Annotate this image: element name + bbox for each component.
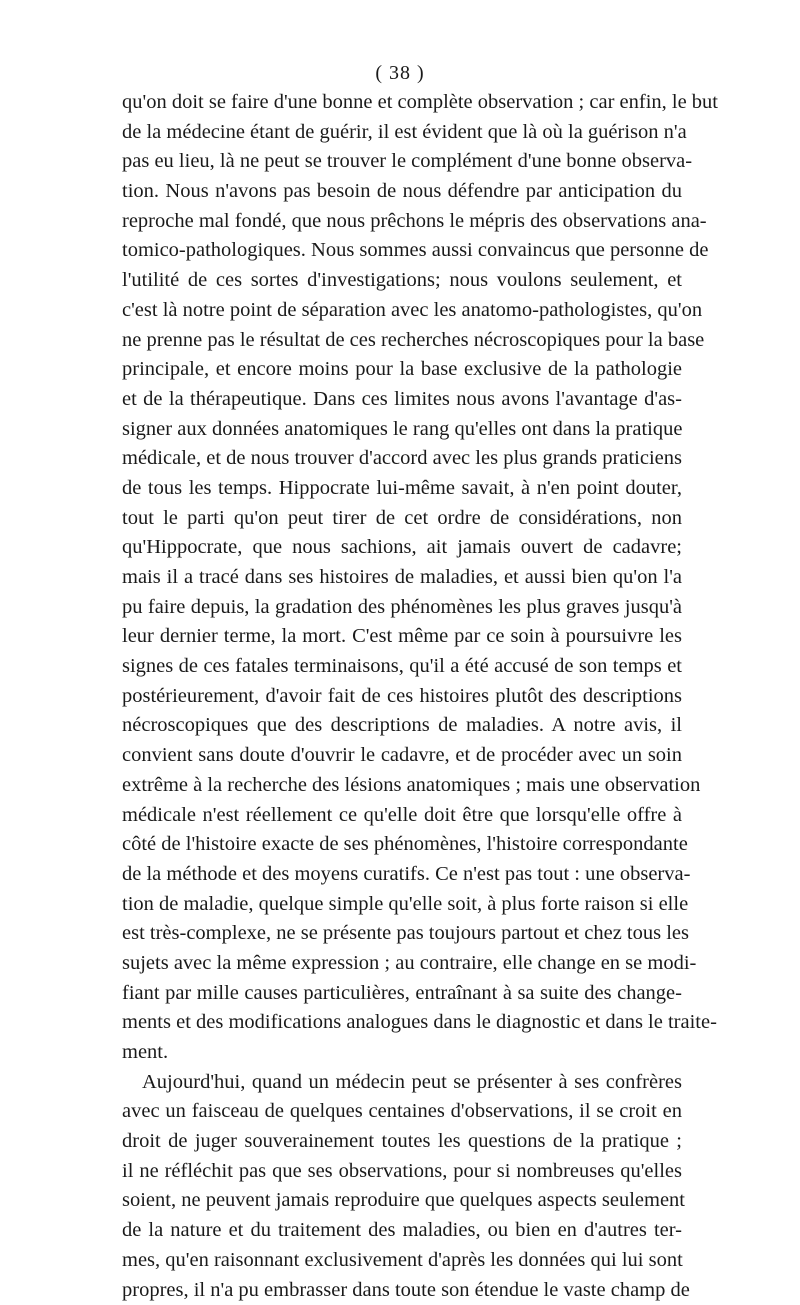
text-line: c'est là notre point de séparation avec les anatomo-pathologistes, qu'on: [122, 296, 682, 326]
text-line: tion de maladie, quelque simple qu'elle soit, à plus forte raison si elle: [122, 890, 682, 920]
text-line: de la nature et du traitement des maladies, ou bien en d'autres ter-: [122, 1216, 682, 1246]
text-line: de la méthode et des moyens curatifs. Ce n'est pas tout : une observa-: [122, 860, 682, 890]
text-line: pu faire depuis, la gradation des phénomènes les plus graves jusqu'à: [122, 593, 682, 623]
text-line: il ne réfléchit pas que ses observations, pour si nombreuses qu'elles: [122, 1157, 682, 1187]
text-line: Aujourd'hui, quand un médecin peut se présenter à ses confrères: [122, 1068, 682, 1098]
text-line: et de la thérapeutique. Dans ces limites nous avons l'avantage d'as-: [122, 385, 682, 415]
paragraph: [122, 88, 682, 1068]
text-line: sujets avec la même expression ; au contraire, elle change en se modi-: [122, 949, 682, 979]
text-line: leur dernier terme, la mort. C'est même par ce soin à poursuivre les: [122, 622, 682, 652]
text-line: soient, ne peuvent jamais reproduire que quelques aspects seulement: [122, 1186, 682, 1216]
text-line: postérieurement, d'avoir fait de ces histoires plutôt des descriptions: [122, 682, 682, 712]
text-line: mes, qu'en raisonnant exclusivement d'après les données qui lui sont: [122, 1246, 682, 1276]
text-line: de tous les temps. Hippocrate lui-même savait, à n'en point douter,: [122, 474, 682, 504]
body-text: [122, 88, 682, 1305]
text-line: reproche mal fondé, que nous prêchons le mépris des observations ana-: [122, 207, 682, 237]
text-line: tout le parti qu'on peut tirer de cet ordre de considérations, non: [122, 504, 682, 534]
text-line: convient sans doute d'ouvrir le cadavre, et de procéder avec un soin: [122, 741, 682, 771]
page-number: ( 38 ): [0, 60, 800, 86]
text-line: principale, et encore moins pour la base exclusive de la pathologie: [122, 355, 682, 385]
text-line: signes de ces fatales terminaisons, qu'il a été accusé de son temps et: [122, 652, 682, 682]
text-line: tomico-pathologiques. Nous sommes aussi convaincus que personne de: [122, 236, 682, 266]
text-line: tion. Nous n'avons pas besoin de nous défendre par anticipation du: [122, 177, 682, 207]
text-line: nécroscopiques que des descriptions de maladies. A notre avis, il: [122, 711, 682, 741]
text-line: côté de l'histoire exacte de ses phénomènes, l'histoire correspondante: [122, 830, 682, 860]
text-line: signer aux données anatomiques le rang qu'elles ont dans la pratique: [122, 415, 682, 445]
text-line: médicale n'est réellement ce qu'elle doit être que lorsqu'elle offre à: [122, 801, 682, 831]
text-line: de la médecine étant de guérir, il est évident que là où la guérison n'a: [122, 118, 682, 148]
text-line: médicale, et de nous trouver d'accord avec les plus grands praticiens: [122, 444, 682, 474]
text-line: extrême à la recherche des lésions anatomiques ; mais une observation: [122, 771, 682, 801]
text-line: est très-complexe, ne se présente pas toujours partout et chez tous les: [122, 919, 682, 949]
text-line: propres, il n'a pu embrasser dans toute son étendue le vaste champ de: [122, 1276, 682, 1305]
text-line: qu'Hippocrate, que nous sachions, ait jamais ouvert de cadavre;: [122, 533, 682, 563]
text-line: l'utilité de ces sortes d'investigations; nous voulons seulement, et: [122, 266, 682, 296]
text-line: ment.: [122, 1038, 682, 1068]
text-line: fiant par mille causes particulières, entraînant à sa suite des change-: [122, 979, 682, 1009]
text-line: qu'on doit se faire d'une bonne et complète observation ; car enfin, le but: [122, 88, 682, 118]
text-line: ne prenne pas le résultat de ces recherches nécroscopiques pour la base: [122, 326, 682, 356]
text-line: ments et des modifications analogues dans le diagnostic et dans le traite-: [122, 1008, 682, 1038]
text-line: mais il a tracé dans ses histoires de maladies, et aussi bien qu'on l'a: [122, 563, 682, 593]
text-line: avec un faisceau de quelques centaines d'observations, il se croit en: [122, 1097, 682, 1127]
text-line: droit de juger souverainement toutes les questions de la pratique ;: [122, 1127, 682, 1157]
paragraph: [122, 1068, 682, 1305]
text-line: pas eu lieu, là ne peut se trouver le complément d'une bonne observa-: [122, 147, 682, 177]
